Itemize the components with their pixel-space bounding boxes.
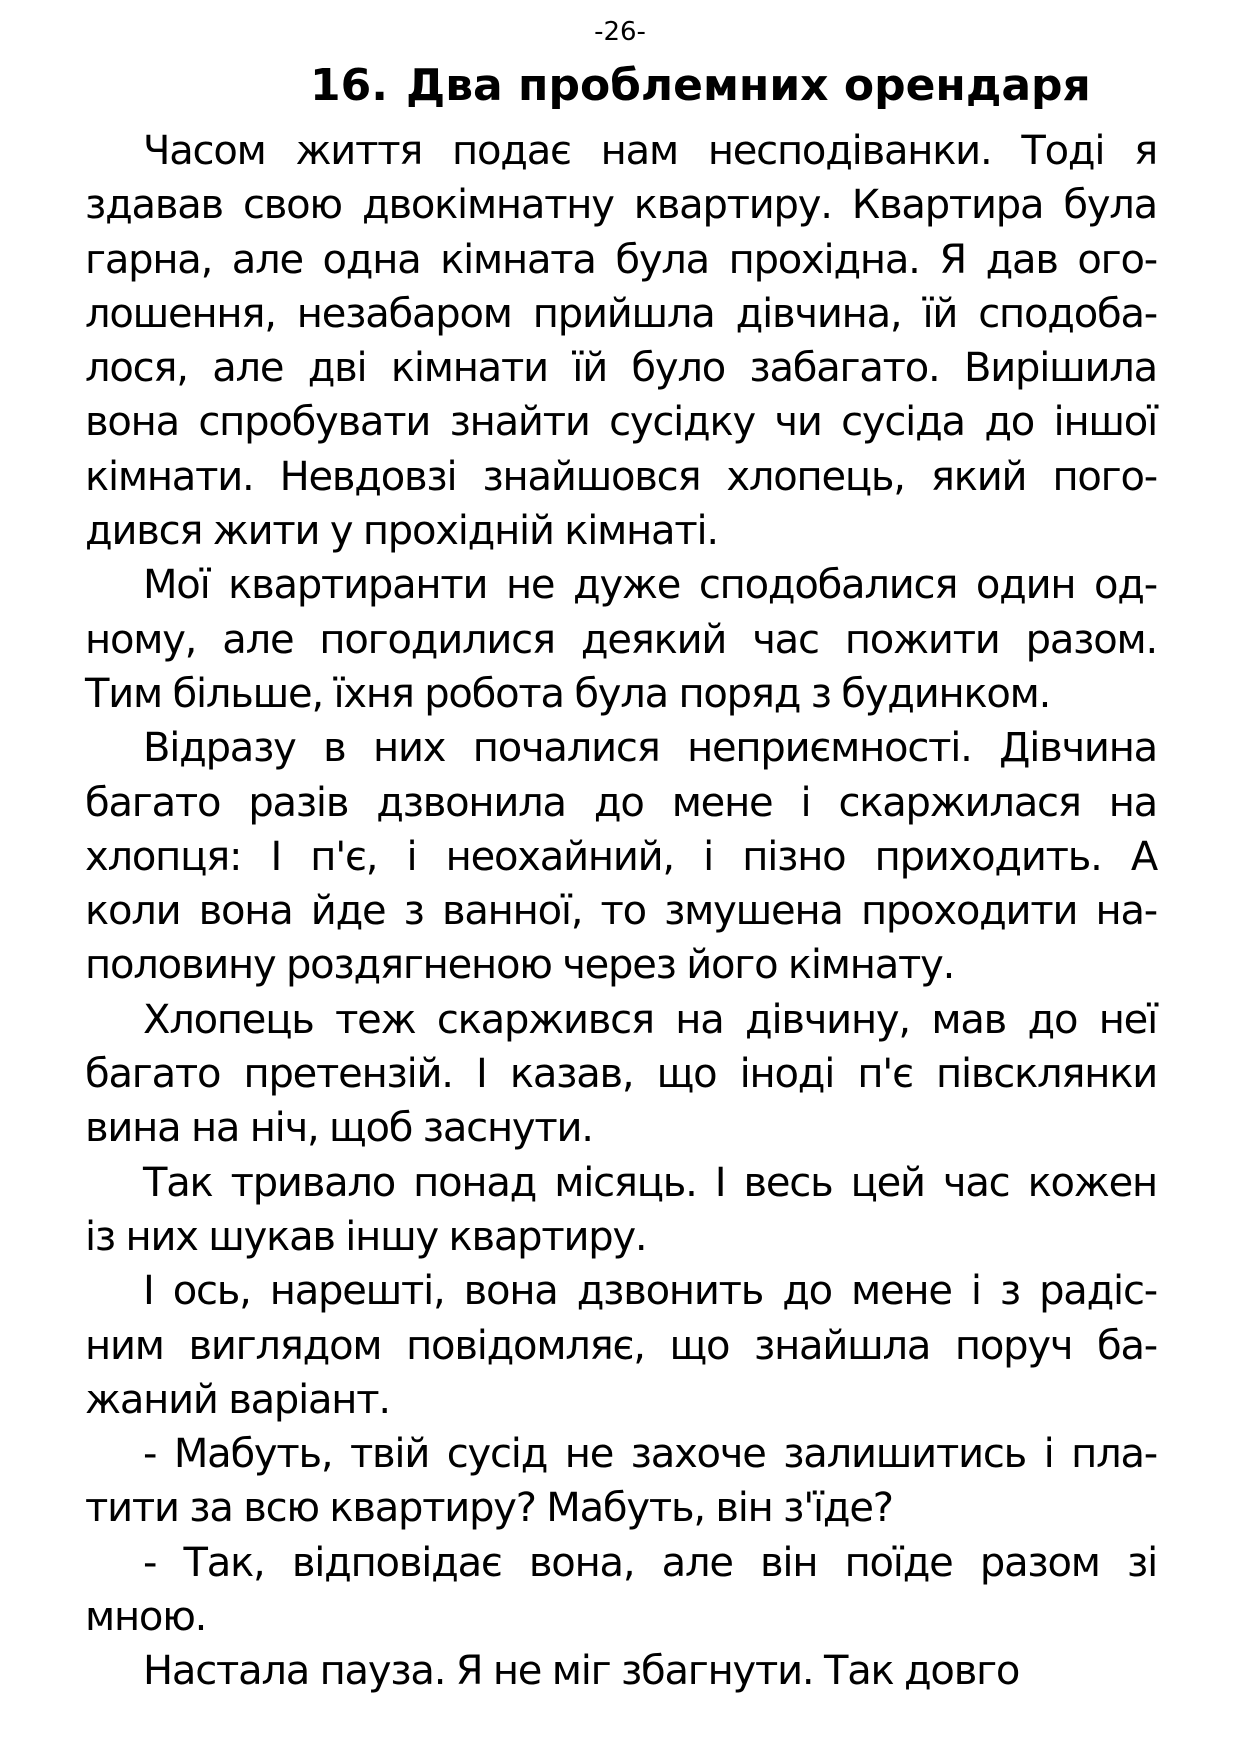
text-line: лося, але дві кімнати їй було забагато. Вирішила <box>85 345 1157 392</box>
text-line: кімнати. Невдовзі знайшовся хлопець, який пого- <box>85 453 1157 500</box>
chapter-title: Два проблемних орендаря <box>406 60 1091 111</box>
text-line: половину роздягненою через його кімнату. <box>85 942 955 989</box>
text-line: жаний варіант. <box>85 1376 390 1423</box>
paragraph <box>85 1536 1157 1645</box>
text-line: вона спробувати знайти сусідку чи сусіда до іншої <box>85 399 1157 446</box>
text-line: ному, але погодилися деякий час пожити разом. <box>85 616 1157 663</box>
text-line: Відразу в них почалися неприємності. Дівчина <box>143 725 1157 772</box>
text-line: Так тривало понад місяць. І весь цей час кожен <box>143 1159 1157 1206</box>
paragraph <box>85 993 1157 1156</box>
text-line: Часом життя подає нам несподіванки. Тоді я <box>143 128 1157 174</box>
text-line: із них шукав іншу квартиру. <box>85 1213 647 1260</box>
text-line: І ось, нарешті, вона дзвонить до мене і з радіс- <box>143 1268 1157 1315</box>
text-line: дився жити у прохідній кімнаті. <box>85 508 718 555</box>
text-line: Мої квартиранти не дуже сподобалися один од- <box>143 562 1157 609</box>
paragraph <box>85 1156 1157 1265</box>
paragraph <box>85 558 1157 721</box>
text-line: лошення, незабаром прийшла дівчина, їй сподоба- <box>85 290 1157 337</box>
paragraph <box>85 1644 1157 1698</box>
text-line: гарна, але одна кімната була прохідна. Я дав ого- <box>85 236 1157 283</box>
text-line: - Так, відповідає вона, але він поїде разом зі <box>143 1539 1157 1586</box>
paragraph <box>85 124 1157 558</box>
text-line: тити за всю квартиру? Мабуть, він з'їде? <box>85 1485 893 1532</box>
text-line: мною. <box>85 1594 207 1641</box>
text-line: коли вона йде з ванної, то змушена проходити на- <box>85 888 1157 935</box>
chapter-heading <box>310 58 1160 114</box>
text-line: Хлопець теж скаржився на дівчину, мав до неї <box>143 996 1157 1043</box>
text-line: здавав свою двокімнатну квартиру. Квартира була <box>85 182 1157 229</box>
text-line: - Мабуть, твій сусід не захоче залишитись і пла- <box>143 1431 1157 1478</box>
text-line: багато разів дзвонила до мене і скаржилася на <box>85 779 1157 826</box>
text-line: багато претензій. І казав, що іноді п'є півсклянки <box>85 1051 1157 1098</box>
text-line: хлопця: І п'є, і неохайний, і пізно приходить. А <box>85 833 1157 880</box>
paragraph <box>85 1427 1157 1536</box>
paragraph <box>85 721 1157 992</box>
text-line: Настала пауза. Я не міг збагнути. Так довго <box>143 1648 1020 1695</box>
text-line: ним виглядом повідомляє, що знайшла поруч ба- <box>85 1322 1157 1369</box>
body-text <box>85 124 1157 1699</box>
chapter-number: 16. <box>310 60 388 111</box>
paragraph <box>85 1264 1157 1427</box>
text-line: вина на ніч, щоб заснути. <box>85 1105 593 1152</box>
page-number: -26- <box>594 17 646 47</box>
text-line: Тим більше, їхня робота була поряд з будинком. <box>85 670 1051 717</box>
